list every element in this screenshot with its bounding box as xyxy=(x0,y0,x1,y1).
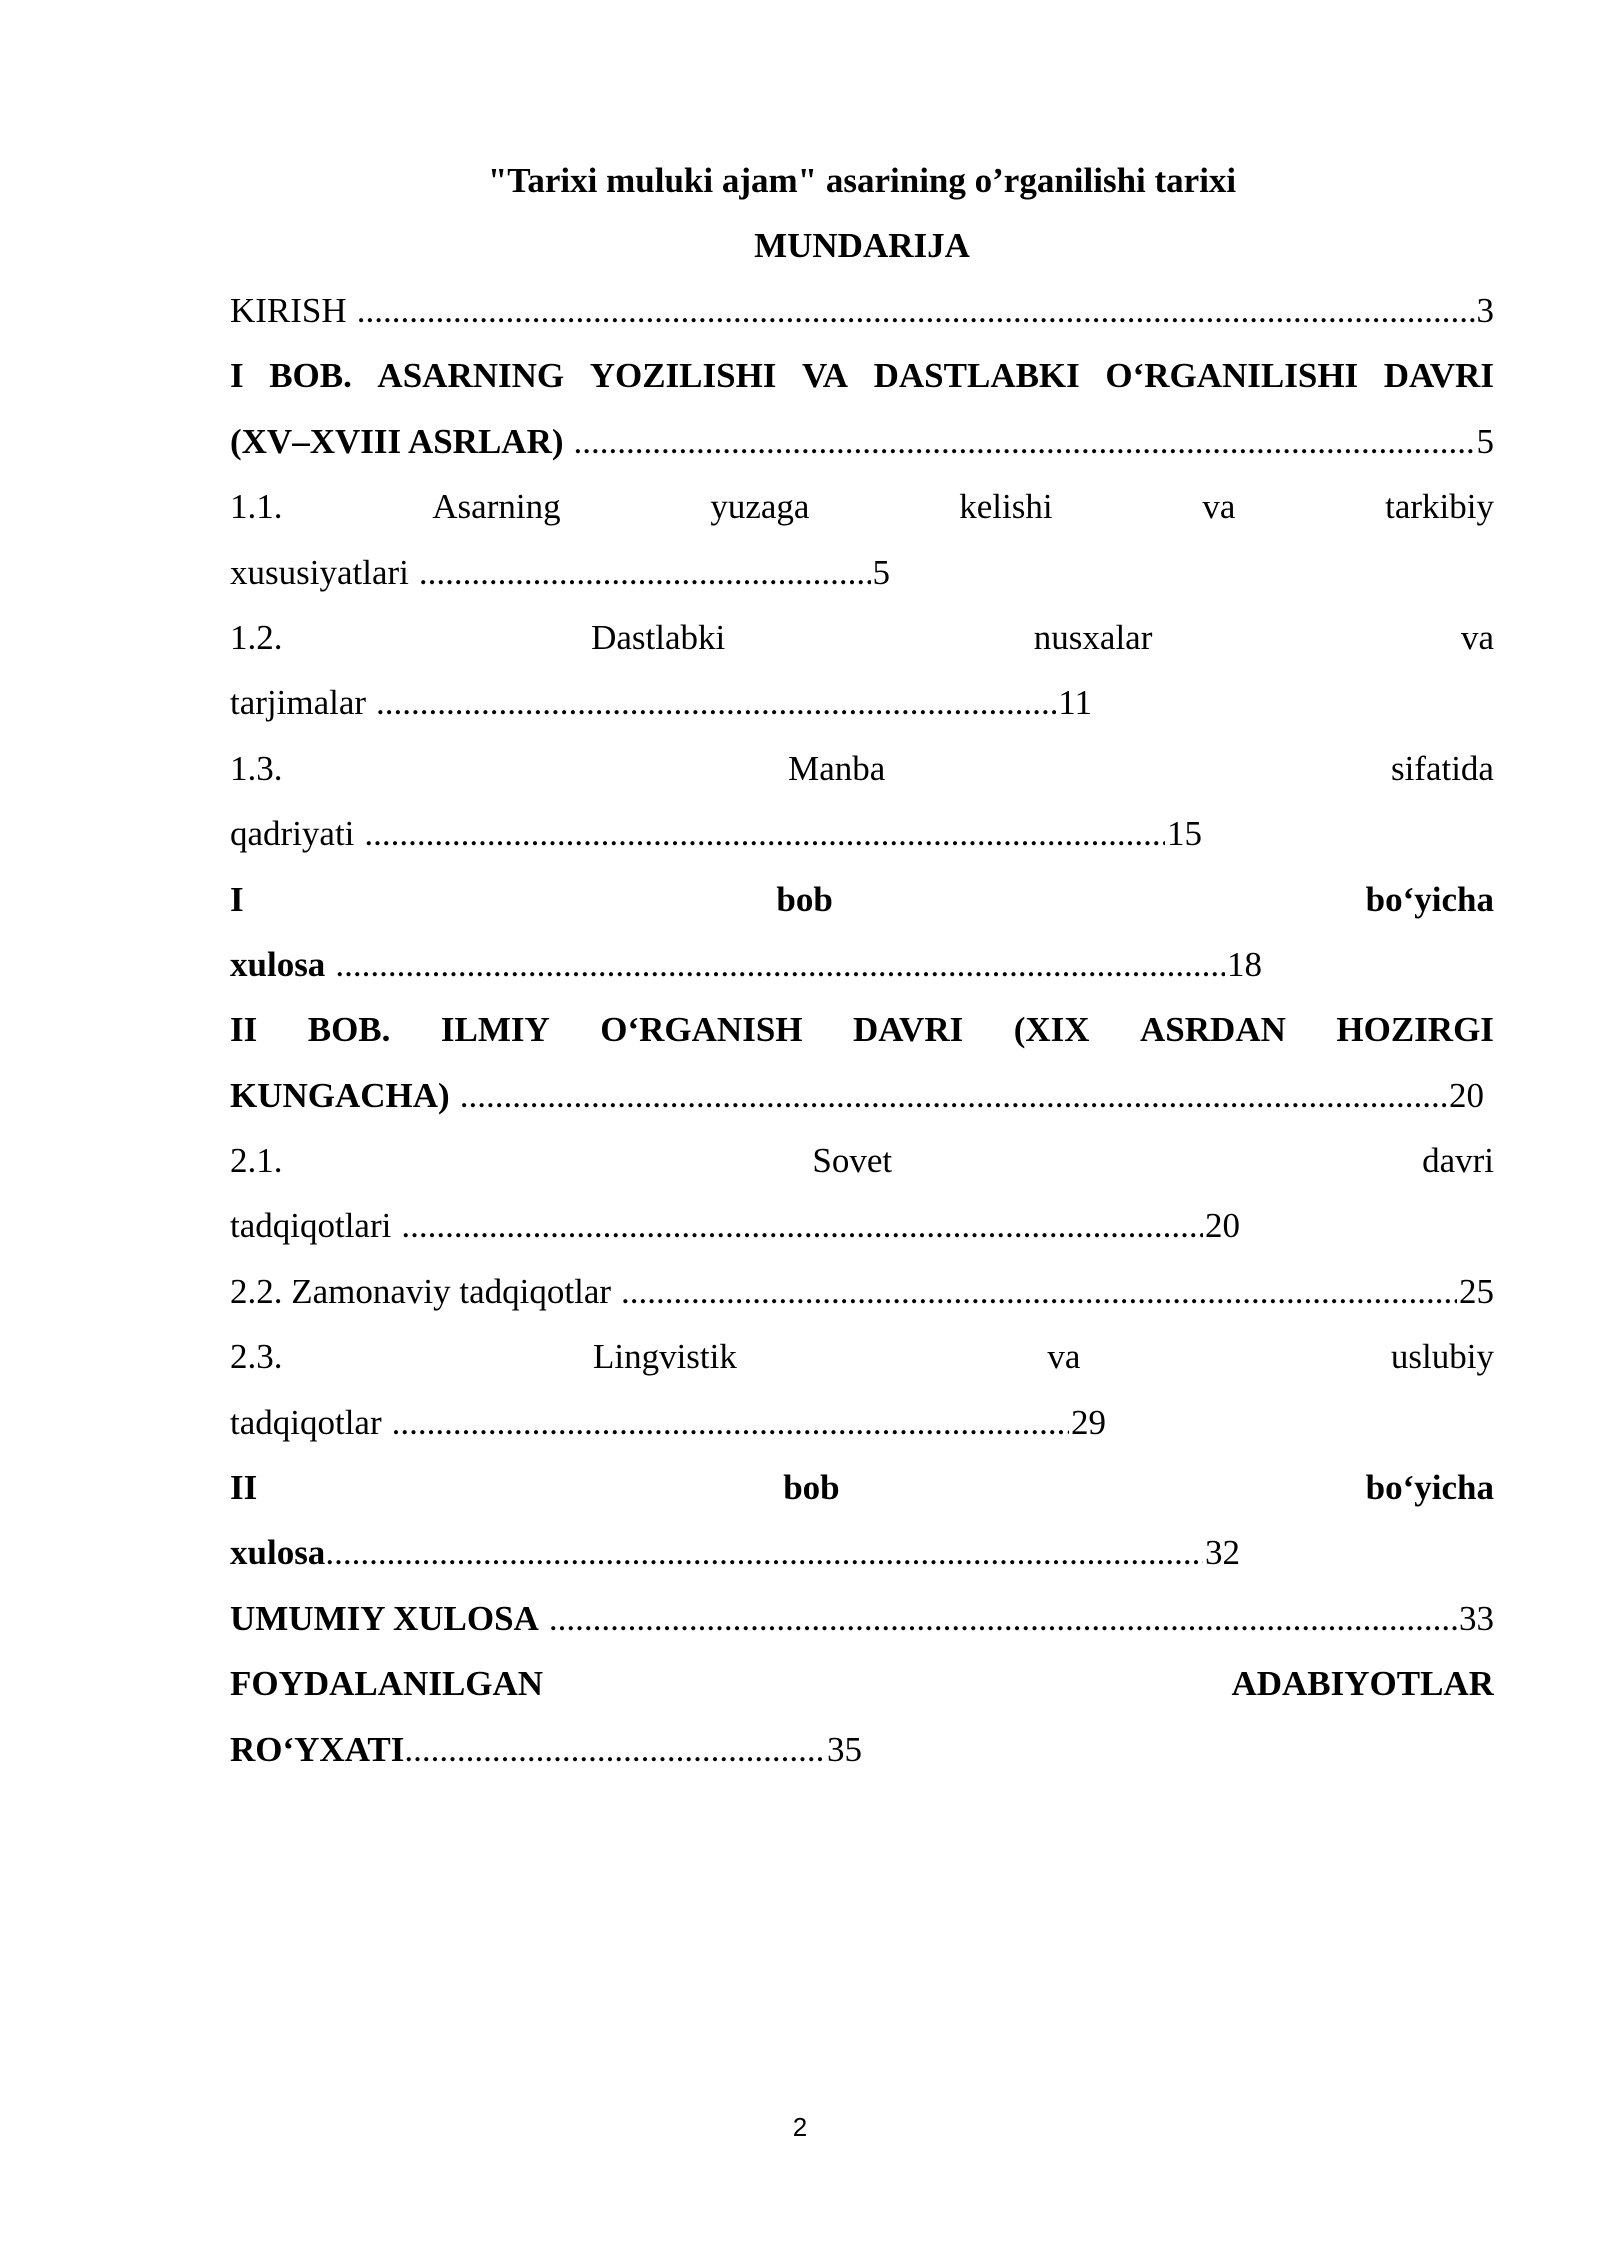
toc-page-number: 29 xyxy=(1071,1402,1106,1442)
toc-heading: MUNDARIJA xyxy=(754,226,970,265)
toc-entry-conclusion-2-line1[interactable] xyxy=(230,1455,1494,1520)
toc-word: II xyxy=(230,1468,258,1508)
toc-entry-kirish[interactable] xyxy=(230,278,1494,343)
toc-entry-text: xulosa xyxy=(230,1533,326,1573)
dot-leader xyxy=(404,1717,825,1782)
toc-entry-section-2-1-line2[interactable] xyxy=(230,1193,1494,1258)
document-page xyxy=(230,148,1494,1782)
toc-entry-references-line2[interactable] xyxy=(230,1717,1494,1782)
toc-entry-conclusion-1-line2[interactable] xyxy=(230,932,1494,997)
toc-word: BOB. xyxy=(307,1010,391,1050)
toc-entry-conclusion-2-line2[interactable] xyxy=(230,1520,1494,1585)
toc-word: VA xyxy=(802,356,849,396)
dot-leader xyxy=(335,932,1225,997)
toc-word: ILMIY xyxy=(440,1010,550,1050)
toc-entry-conclusion-1-line1[interactable] xyxy=(230,867,1494,932)
toc-entry-text: KIRISH xyxy=(230,291,347,330)
toc-page-number: 5 xyxy=(872,552,890,592)
toc-word: II xyxy=(230,1010,258,1050)
toc-entry-section-1-1-line1[interactable] xyxy=(230,474,1494,539)
toc-entry-text: tarjimalar xyxy=(230,683,367,723)
toc-word: I xyxy=(230,356,244,396)
toc-word: 2.3. xyxy=(230,1337,283,1377)
toc-entry-text: RO‘YXATI xyxy=(230,1729,405,1769)
toc-entry-text: tadqiqotlari xyxy=(230,1206,392,1246)
toc-entry-text: 2.2. Zamonaviy tadqiqotlar xyxy=(230,1271,612,1311)
toc-page-number: 20 xyxy=(1205,1206,1240,1246)
toc-word: kelishi xyxy=(959,487,1053,527)
toc-word: ADABIYOTLAR xyxy=(1231,1664,1494,1704)
toc-entry-chapter-1-line1[interactable] xyxy=(230,343,1494,408)
toc-word: yuzaga xyxy=(710,487,810,527)
toc-word: O‘RGANISH xyxy=(600,1010,803,1050)
toc-word: DASTLABKI xyxy=(873,356,1080,396)
dot-leader xyxy=(357,278,1475,343)
toc-word: va xyxy=(1202,487,1236,527)
toc-entry-section-1-3-line1[interactable] xyxy=(230,736,1494,801)
toc-page-number: 35 xyxy=(827,1729,862,1769)
toc-entry-section-1-3-line2[interactable] xyxy=(230,801,1494,866)
toc-page-number: 32 xyxy=(1205,1533,1240,1573)
toc-word: va xyxy=(1460,617,1494,657)
toc-word: 1.2. xyxy=(230,617,283,657)
toc-word: I xyxy=(230,879,244,919)
toc-word: ASARNING xyxy=(377,356,565,396)
toc-entry-text: xulosa xyxy=(230,944,326,984)
toc-entry-text: tadqiqotlar xyxy=(230,1402,382,1442)
toc-word: uslubiy xyxy=(1390,1337,1494,1377)
toc-page-number: 5 xyxy=(1476,421,1494,461)
toc-word: Dastlabki xyxy=(591,617,726,657)
toc-page-number: 33 xyxy=(1459,1598,1494,1638)
toc-word: YOZILISHI xyxy=(589,356,777,396)
toc-word: bo‘yicha xyxy=(1365,1468,1494,1508)
dot-leader xyxy=(376,670,1056,735)
dot-leader xyxy=(549,1586,1457,1651)
toc-entry-section-1-2-line1[interactable] xyxy=(230,605,1494,670)
toc-entry-chapter-2-line1[interactable] xyxy=(230,997,1494,1062)
toc-word: bob xyxy=(776,879,833,919)
dot-leader xyxy=(574,409,1475,474)
toc-word: O‘RGANILISHI xyxy=(1105,356,1359,396)
toc-page-number: 18 xyxy=(1227,944,1262,984)
toc-word: tarkibiy xyxy=(1385,487,1494,527)
toc-page-number: 15 xyxy=(1167,814,1202,854)
toc-entry-text: KUNGACHA) xyxy=(230,1075,450,1115)
toc-page-number: 3 xyxy=(1476,291,1494,330)
toc-entry-section-2-3-line2[interactable] xyxy=(230,1390,1494,1455)
toc-page-number: 11 xyxy=(1058,683,1092,723)
toc-word: FOYDALANILGAN xyxy=(230,1664,544,1704)
toc-entry-text: UMUMIY XULOSA xyxy=(230,1598,539,1638)
toc-word: Lingvistik xyxy=(592,1337,737,1377)
toc-word: DAVRI xyxy=(853,1010,964,1050)
toc-entry-section-1-2-line2[interactable] xyxy=(230,670,1494,735)
toc-word: 2.1. xyxy=(230,1141,283,1181)
toc-word: Manba xyxy=(788,748,886,788)
dot-leader xyxy=(392,1390,1069,1455)
toc-entry-section-2-3-line1[interactable] xyxy=(230,1324,1494,1389)
dot-leader xyxy=(401,1193,1203,1258)
toc-word: 1.3. xyxy=(230,748,283,788)
toc-entry-text: (XV–XVIII ASRLAR) xyxy=(230,421,564,461)
dot-leader xyxy=(621,1259,1457,1324)
toc-page-number: 20 xyxy=(1449,1075,1484,1115)
page-number-footer: 2 xyxy=(792,2112,808,2142)
toc-word: Asarning xyxy=(432,487,561,527)
toc-word: ASRDAN xyxy=(1140,1010,1286,1050)
toc-word: BOB. xyxy=(269,356,352,396)
document-title: "Tarixi muluki ajam" asarining o’rganilishi tarixi xyxy=(487,161,1237,200)
toc-entry-chapter-2-line2[interactable] xyxy=(230,1063,1494,1128)
toc-word: bo‘yicha xyxy=(1365,879,1494,919)
toc-word: davri xyxy=(1422,1141,1494,1181)
toc-entry-text: xususiyatlari xyxy=(230,552,409,592)
toc-word: nusxalar xyxy=(1033,617,1153,657)
toc-word: HOZIRGI xyxy=(1336,1010,1494,1050)
dot-leader xyxy=(460,1063,1447,1128)
toc-entry-references-line1[interactable] xyxy=(230,1651,1494,1716)
toc-entry-section-2-1-line1[interactable] xyxy=(230,1128,1494,1193)
dot-leader xyxy=(364,801,1165,866)
dot-leader xyxy=(325,1520,1203,1585)
toc-entry-section-2-2[interactable] xyxy=(230,1259,1494,1324)
toc-word: va xyxy=(1047,1337,1081,1377)
toc-page-number: 25 xyxy=(1459,1271,1494,1311)
toc-word: sifatida xyxy=(1390,748,1494,788)
toc-word: (XIX xyxy=(1013,1010,1090,1050)
toc-entry-general-conclusion[interactable] xyxy=(230,1586,1494,1651)
toc-word: DAVRI xyxy=(1383,356,1494,396)
toc-word: bob xyxy=(783,1468,840,1508)
toc-word: 1.1. xyxy=(230,487,283,527)
dot-leader xyxy=(419,540,871,605)
toc-entry-section-1-1-line2[interactable] xyxy=(230,540,1494,605)
toc-entry-chapter-1-line2[interactable] xyxy=(230,409,1494,474)
toc-word: Sovet xyxy=(812,1141,893,1181)
toc-entry-text: qadriyati xyxy=(230,814,355,854)
